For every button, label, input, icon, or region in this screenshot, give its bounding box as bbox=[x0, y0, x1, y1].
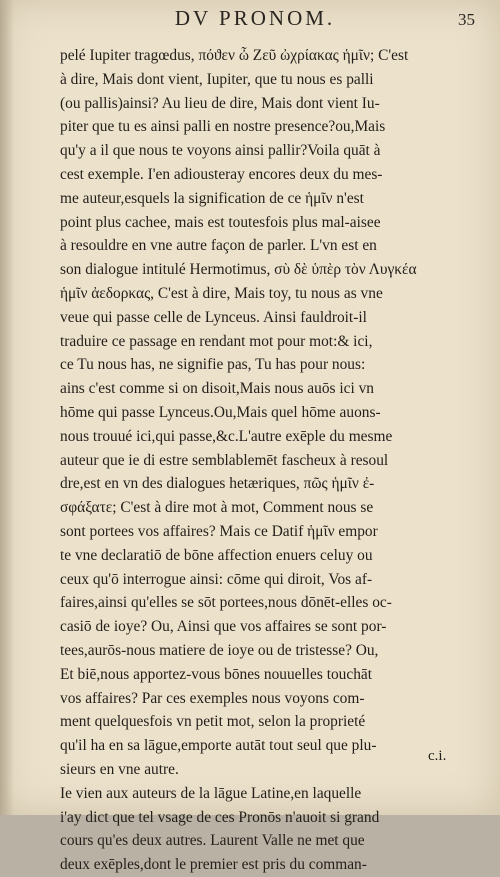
text-line: qu'il ha en sa lāgue,emporte autāt tout seul que plu- bbox=[60, 737, 377, 755]
text-line: sont portees vos affaires? Mais ce Datif ἡμῖν empor bbox=[60, 522, 378, 540]
text-line: traduire ce passage en rendant mot pour mot:& ici, bbox=[60, 332, 373, 350]
text-line: Ie vien aux auteurs de la lāgue Latine,en laquelle bbox=[60, 784, 362, 802]
page-number: 35 bbox=[458, 10, 475, 29]
text-line: deux exēples,dont le premier est pris du comman- bbox=[60, 856, 367, 874]
text-line: piter que tu es ainsi palli en nostre presence?ou,Mais bbox=[60, 118, 386, 136]
text-line: à dire, Mais dont vient, Iupiter, que tu nous es palli bbox=[60, 70, 374, 88]
text-line: ains c'est comme si on disoit,Mais nous auōs ici vn bbox=[60, 380, 374, 398]
text-line: (ou pallis)ainsi? Au lieu de dire, Mais dont vient Iu- bbox=[60, 94, 380, 112]
running-head: DV PRONOM. bbox=[174, 6, 336, 30]
text-line: i'ay dict que tel vsage de ces Pronōs n'auoit si grand bbox=[60, 808, 380, 826]
body-text bbox=[60, 44, 480, 877]
text-line: casiō de ioye? Ou, Ainsi que vos affaires se sont por- bbox=[60, 618, 387, 636]
text-line: σφάξατε; C'est à dire mot à mot, Comment nous se bbox=[60, 499, 374, 517]
text-line: cest exemple. I'en adiousteray encores deux du mes- bbox=[60, 165, 383, 183]
text-line: sieurs en vne autre. bbox=[60, 760, 179, 778]
page-gutter-shadow bbox=[0, 0, 14, 815]
text-line: cours qu'es deux autres. Laurent Valle ne met que bbox=[60, 832, 365, 850]
text-line: ce Tu nous has, ne signifie pas, Tu has pour nous: bbox=[60, 356, 366, 374]
text-line: vos affaires? Par ces exemples nous voyons com- bbox=[60, 689, 365, 707]
text-line: tees,aurōs-nous matiere de ioye ou de tristesse? Ou, bbox=[60, 641, 379, 659]
text-line: veue qui passe celle de Lynceus. Ainsi fauldroit-il bbox=[60, 308, 367, 326]
text-line: nous trouué ici,qui passe,&c.L'autre exēple du mesme bbox=[60, 427, 393, 445]
text-line: auteur que ie di estre semblablemēt fascheux à resoul bbox=[60, 451, 389, 469]
text-line: Et biē,nous apportez-vous bōnes nouuelles touchāt bbox=[60, 665, 373, 683]
text-line: son dialogue intitulé Hermotimus, σὺ δὲ ὑπὲρ τὸν Λυγκέα bbox=[60, 261, 417, 279]
text-line: pelé Iupiter tragœdus, πόϑεν ὦ Ζεῦ ὠχρίακας ἡμῖν; C'est bbox=[60, 47, 409, 64]
signature-mark: c.i. bbox=[428, 748, 447, 764]
text-line: qu'y a il que nous te voyons ainsi pallir?Voila quāt à bbox=[60, 142, 381, 160]
text-line: dre,est en vn des dialogues hetæriques, πῶς ἡμῖν ἐ- bbox=[60, 475, 375, 493]
text-line: ceux qu'ō interrogue ainsi: cōme qui diroit, Vos af- bbox=[60, 570, 373, 588]
text-line: point plus cachee, mais est toutesfois plus mal-aisee bbox=[60, 213, 381, 231]
page-header bbox=[0, 4, 500, 36]
text-line: ἡμῖν ἀεδορκας, C'est à dire, Mais toy, tu nous as vne bbox=[60, 284, 383, 302]
text-line: à resouldre en vne autre façon de parler. L'vn est en bbox=[60, 237, 377, 255]
text-line: faires,ainsi qu'elles se sōt portees,nous dōnēt-elles oc- bbox=[60, 594, 392, 612]
text-line: ment quelquesfois vn petit mot, selon la proprieté bbox=[60, 713, 366, 731]
text-line: me auteur,esquels la signification de ce ἡμῖν n'est bbox=[60, 189, 364, 207]
text-line: hōme qui passe Lynceus.Ou,Mais quel hōme auons- bbox=[60, 403, 381, 421]
text-line: te vne declaratiō de bōne affection enuers celuy ou bbox=[60, 546, 373, 564]
